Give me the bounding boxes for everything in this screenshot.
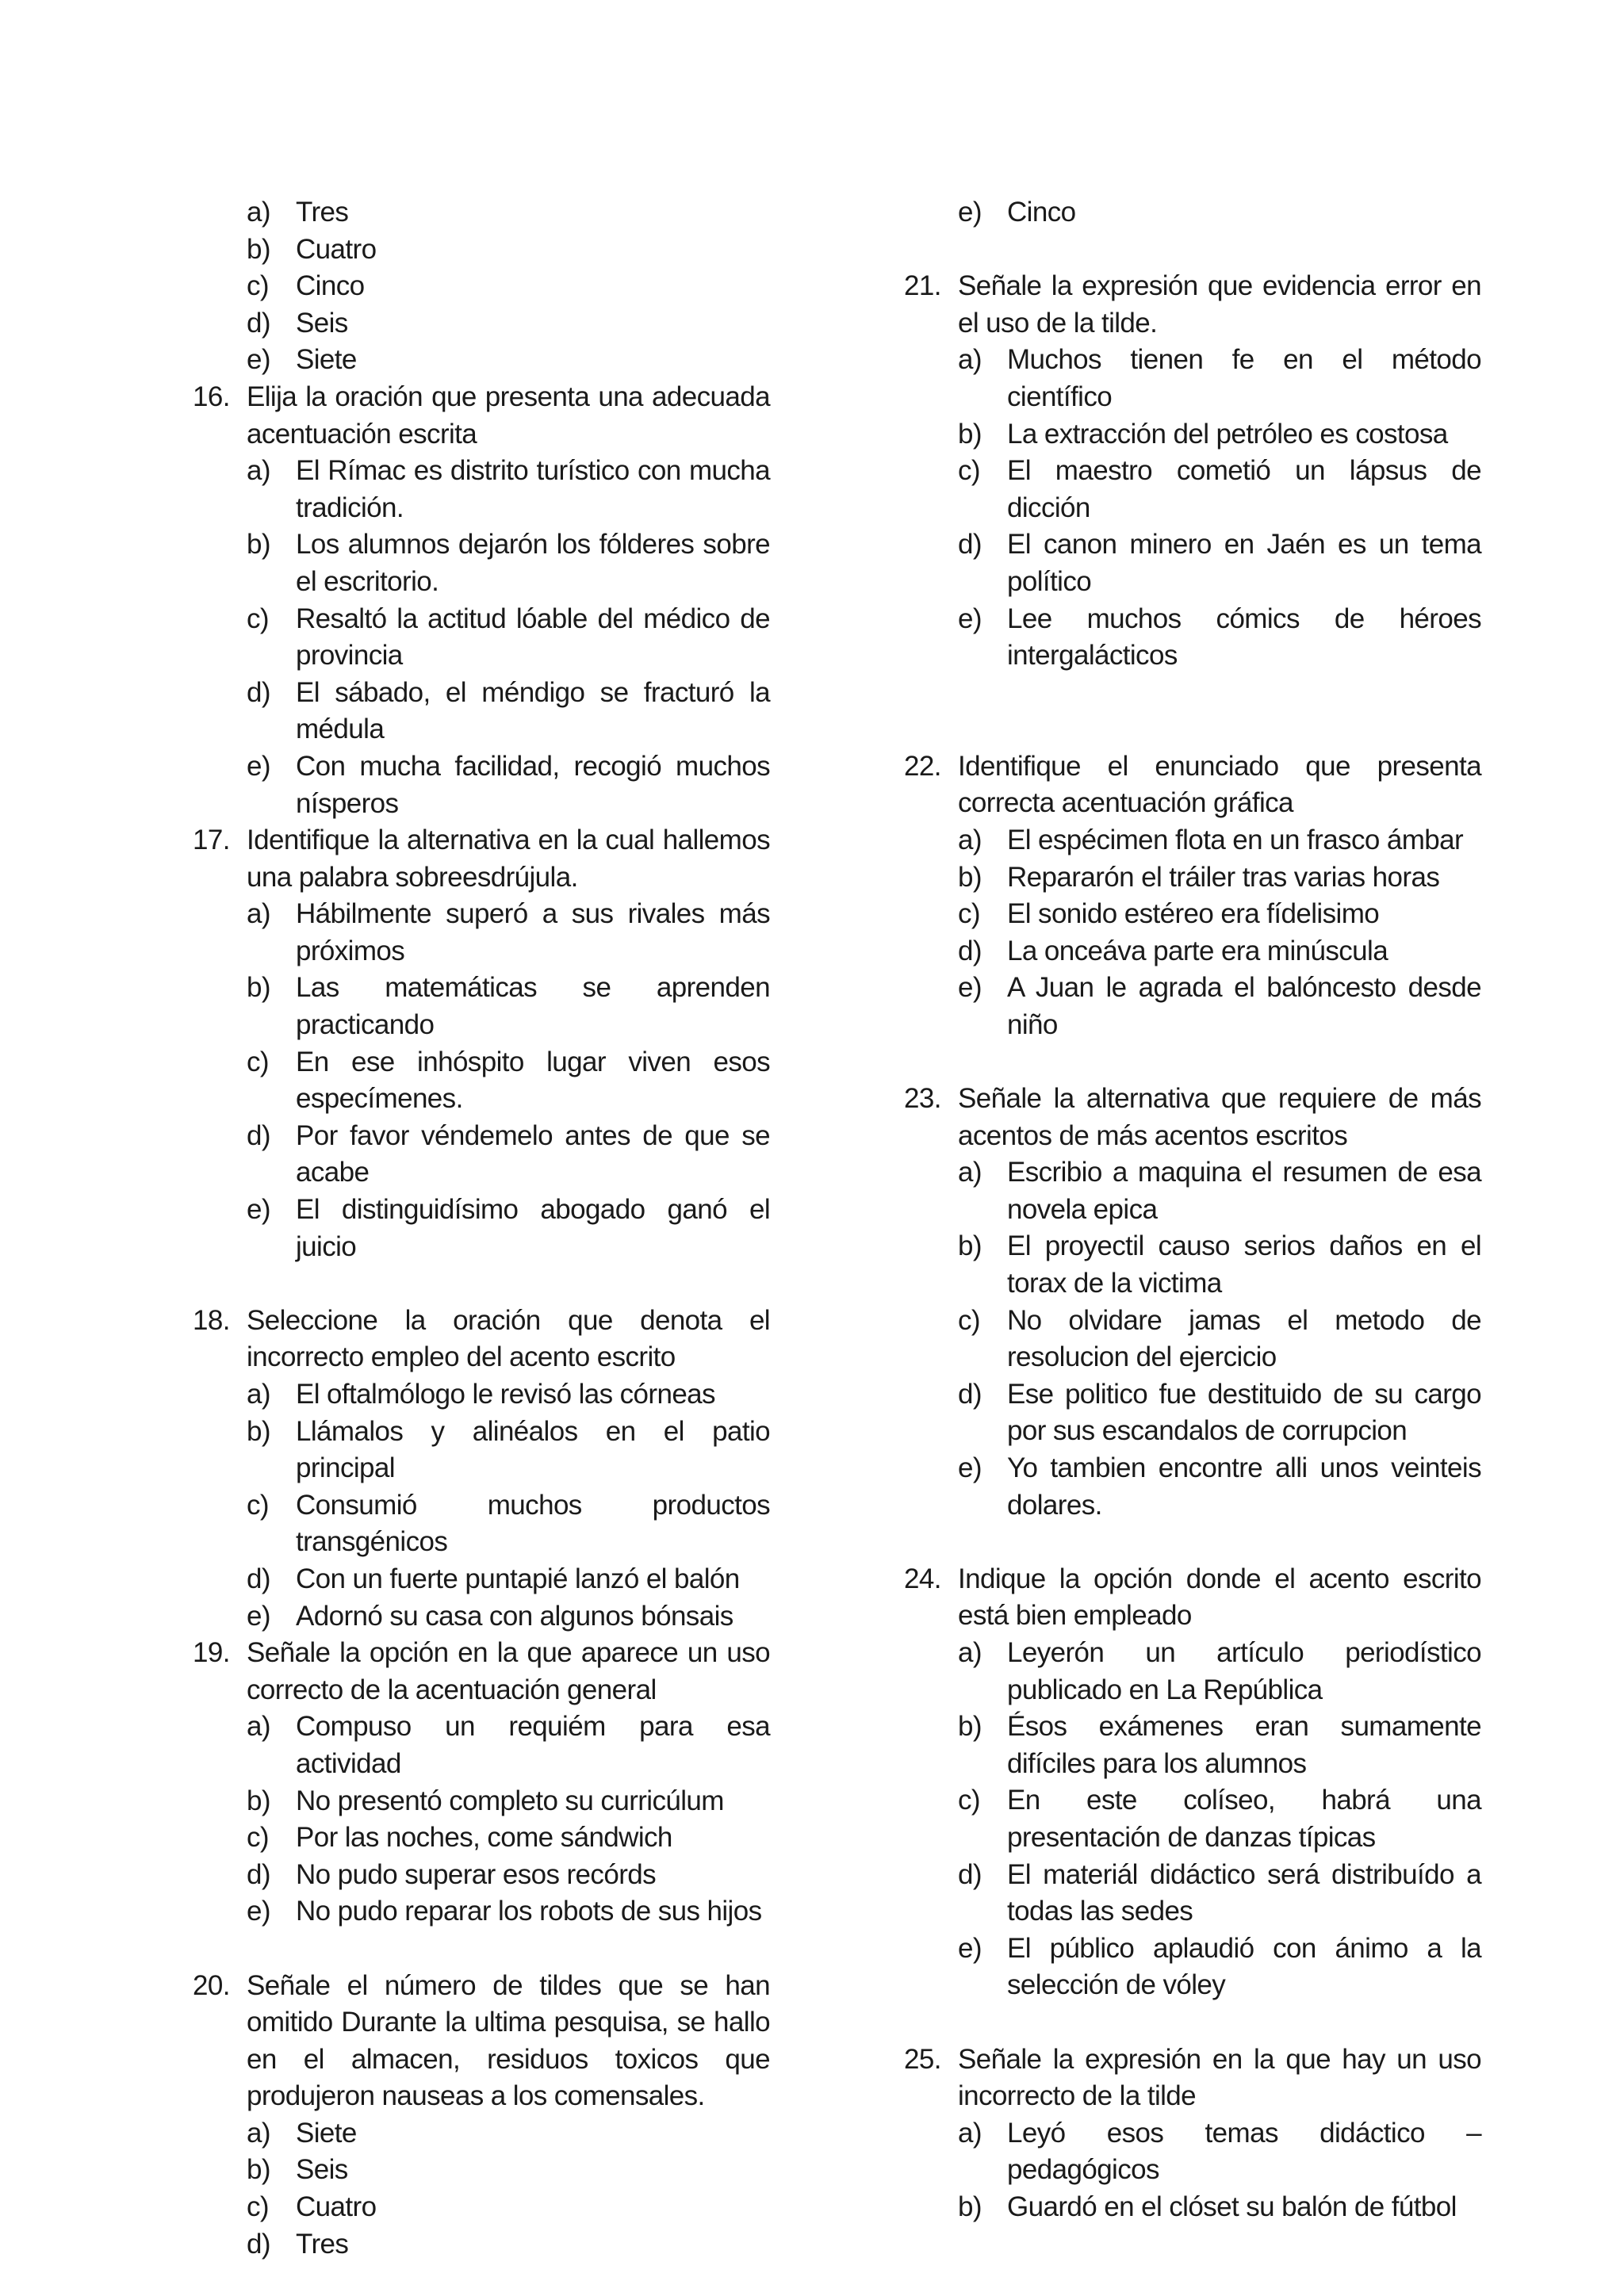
option-label: c) (958, 1304, 980, 1336)
answer-option (904, 1376, 1481, 1450)
question-number: 22. (904, 750, 941, 782)
answer-option (904, 822, 1481, 859)
question-number: 25. (904, 2043, 941, 2075)
option-label: a) (958, 1636, 982, 1668)
option-label: d) (247, 1858, 270, 1890)
option-text: Leyó esos temas didáctico – pedagógicos (1007, 2117, 1481, 2186)
option-label: e) (958, 972, 982, 1004)
question (904, 748, 1481, 822)
question-text: Señale la expresión en la que hay un uso incorrecto de la tilde (958, 2043, 1481, 2112)
question (193, 1968, 770, 2115)
option-text: Por las noches, come sándwich (296, 1822, 672, 1854)
option-label: a) (958, 2117, 982, 2149)
option-text: El oftalmólogo le revisó las córneas (296, 1379, 715, 1410)
answer-option (904, 416, 1481, 453)
right-column (904, 194, 1481, 2225)
option-text: Guardó en el clóset su balón de fútbol (1007, 2191, 1457, 2222)
option-text: El sábado, el méndigo se fracturó la médula (296, 676, 770, 745)
option-label: e) (247, 344, 270, 376)
question-number: 18. (193, 1304, 230, 1336)
option-text: Ésos exámenes eran sumamente difíciles para los alumnos (1007, 1711, 1481, 1779)
answer-option (193, 1376, 770, 1414)
answer-option (904, 601, 1481, 675)
option-label: c) (247, 2191, 269, 2223)
spacer (904, 232, 1481, 269)
option-label: a) (247, 1379, 270, 1410)
option-label: c) (247, 1822, 269, 1854)
answer-option (193, 268, 770, 305)
option-text: El maestro cometió un lápsus de dicción (1007, 455, 1481, 523)
answer-option (193, 1192, 770, 1265)
question-text: Elija la oración que presenta una adecuada acentuación escrita (247, 381, 770, 450)
option-text: El materiál didáctico será distribuído a todas las sedes (1007, 1858, 1481, 1927)
answer-option (904, 933, 1481, 970)
answer-option (193, 1118, 770, 1192)
answer-option (193, 896, 770, 970)
question-number: 19. (193, 1637, 230, 1669)
spacer (904, 675, 1481, 748)
option-text: El público aplaudió con ánimo a la selección de vóley (1007, 1932, 1481, 2001)
option-label: b) (958, 1711, 982, 1743)
option-label: a) (958, 344, 982, 376)
option-text: A Juan le agrada el balóncesto desde niño (1007, 972, 1481, 1040)
option-label: a) (958, 1157, 982, 1188)
answer-option (193, 601, 770, 675)
option-label: a) (247, 898, 270, 930)
answer-option (193, 342, 770, 379)
answer-option (904, 453, 1481, 526)
question-text: Señale la opción en la que aparece un uso correcto de la acentuación general (247, 1637, 770, 1705)
option-label: d) (247, 676, 270, 708)
answer-option (193, 1561, 770, 1598)
option-text: El espécimen flota en un frasco ámbar (1007, 824, 1464, 855)
option-text: Con un fuerte puntapié lanzó el balón (296, 1563, 740, 1594)
question-text: Señale el número de tildes que se han omitido Durante la ultima pesquisa, se hallo en el almacen, residuos toxicos que produjeron nauseas a los comensales. (247, 1969, 770, 2112)
answer-option (193, 748, 770, 822)
option-label: d) (958, 1378, 982, 1410)
spacer (904, 1043, 1481, 1081)
question-text: Identifique el enunciado que presenta correcta acentuación gráfica (958, 750, 1481, 819)
answer-option (904, 1228, 1481, 1302)
option-text: El canon minero en Jaén es un tema político (1007, 529, 1481, 597)
option-label: e) (958, 1932, 982, 1964)
option-label: b) (247, 972, 270, 1004)
option-label: b) (247, 233, 270, 265)
option-text: Repararón el tráiler tras varias horas (1007, 861, 1440, 893)
option-text: La onceáva parte era minúscula (1007, 935, 1388, 966)
answer-option (904, 194, 1481, 232)
option-label: c) (958, 1785, 980, 1816)
option-text: Siete (296, 344, 357, 376)
answer-option (193, 526, 770, 600)
answer-option (193, 305, 770, 342)
question-number: 21. (904, 270, 941, 302)
answer-option (193, 194, 770, 232)
option-label: a) (247, 2117, 270, 2149)
option-label: d) (247, 1119, 270, 1151)
option-text: En ese inhóspito lugar viven esos especímenes. (296, 1046, 770, 1115)
option-label: e) (247, 1896, 270, 1927)
question-number: 24. (904, 1563, 941, 1594)
answer-option (904, 1154, 1481, 1228)
option-label: c) (247, 603, 269, 634)
question (904, 1081, 1481, 1154)
answer-option (904, 1931, 1481, 2004)
option-label: e) (958, 197, 982, 228)
answer-option (904, 1782, 1481, 1856)
question (193, 1303, 770, 1376)
answer-option (193, 1414, 770, 1487)
question-number: 20. (193, 1969, 230, 2001)
question (193, 1635, 770, 1709)
option-text: No pudo superar esos recórds (296, 1858, 657, 1890)
option-label: b) (958, 2191, 982, 2222)
option-label: b) (958, 418, 982, 450)
answer-option (193, 2152, 770, 2189)
option-text: Cinco (296, 270, 365, 302)
option-text: El sonido estéreo era fídelisimo (1007, 898, 1380, 930)
spacer (193, 1931, 770, 1968)
option-label: d) (958, 935, 982, 966)
option-label: a) (247, 197, 270, 228)
option-text: Tres (296, 2228, 349, 2260)
answer-option (904, 1635, 1481, 1709)
answer-option (904, 342, 1481, 415)
answer-option (904, 526, 1481, 600)
option-text: El Rímac es distrito turístico con mucha tradición. (296, 455, 770, 523)
answer-option (193, 675, 770, 748)
option-label: c) (958, 898, 980, 930)
option-label: c) (247, 1046, 269, 1077)
question (904, 268, 1481, 342)
question-text: Señale la alternativa que requiere de más acentos de más acentos escritos (958, 1083, 1481, 1151)
option-text: Las matemáticas se aprenden practicando (296, 972, 770, 1041)
answer-option (193, 2226, 770, 2263)
option-text: No olvidare jamas el metodo de resolucion del ejercicio (1007, 1304, 1481, 1373)
option-text: Consumió muchos productos transgénicos (296, 1489, 770, 1558)
option-label: a) (247, 1711, 270, 1743)
option-text: Escribio a maquina el resumen de esa novela epica (1007, 1157, 1481, 1225)
option-text: Siete (296, 2117, 357, 2149)
option-label: b) (958, 1230, 982, 1262)
answer-option (904, 896, 1481, 933)
spacer (193, 1265, 770, 1303)
answer-option (193, 1857, 770, 1894)
question-number: 23. (904, 1083, 941, 1115)
answer-option (193, 1044, 770, 1118)
option-text: Cuatro (296, 233, 377, 265)
option-label: d) (958, 529, 982, 561)
option-label: a) (958, 824, 982, 855)
option-label: e) (247, 1194, 270, 1226)
answer-option (193, 1783, 770, 1820)
question (904, 1561, 1481, 1635)
answer-option (193, 1487, 770, 1561)
option-text: En este colíseo, habrá una presentación de danzas típicas (1007, 1785, 1481, 1853)
question-text: Identifique la alternativa en la cual hallemos una palabra sobreesdrújula. (247, 825, 770, 893)
option-label: b) (247, 529, 270, 561)
option-text: Seis (296, 307, 348, 339)
option-text: Ese politico fue destituido de su cargo por sus escandalos de corrupcion (1007, 1378, 1481, 1447)
option-text: Seis (296, 2154, 348, 2186)
question (193, 379, 770, 453)
question-number: 17. (193, 825, 230, 856)
option-label: e) (958, 1452, 982, 1483)
question-text: Seleccione la oración que denota el incorrecto empleo del acento escrito (247, 1304, 770, 1373)
answer-option (193, 2189, 770, 2226)
option-text: El proyectil causo serios daños en el torax de la victima (1007, 1230, 1481, 1299)
option-label: b) (958, 861, 982, 893)
option-label: e) (247, 1600, 270, 1632)
answer-option (193, 1709, 770, 1782)
option-text: Leyerón un artículo periodístico publicado en La República (1007, 1636, 1481, 1705)
option-label: d) (247, 1563, 270, 1594)
left-column (193, 194, 770, 2263)
answer-option (904, 2189, 1481, 2226)
question-number: 16. (193, 381, 230, 412)
option-text: Adornó su casa con algunos bónsais (296, 1600, 733, 1632)
option-label: c) (958, 455, 980, 487)
option-text: Yo tambien encontre alli unos veinteis dolares. (1007, 1452, 1481, 1521)
option-label: b) (247, 2154, 270, 2186)
answer-option (904, 2115, 1481, 2189)
option-label: c) (247, 1489, 269, 1521)
answer-option (904, 1303, 1481, 1376)
answer-option (193, 232, 770, 269)
option-text: Por favor véndemelo antes de que se acabe (296, 1119, 770, 1188)
option-text: Compuso un requiém para esa actividad (296, 1711, 770, 1779)
answer-option (193, 453, 770, 526)
option-text: Cuatro (296, 2191, 377, 2223)
option-label: a) (247, 455, 270, 487)
answer-option (193, 1893, 770, 1931)
option-text: Lee muchos cómics de héroes intergalácticos (1007, 603, 1481, 672)
option-text: La extracción del petróleo es costosa (1007, 418, 1448, 450)
option-text: Muchos tienen fe en el método científico (1007, 344, 1481, 412)
question (193, 822, 770, 896)
question (904, 2042, 1481, 2115)
option-text: No presentó completo su curricúlum (296, 1785, 724, 1816)
answer-option (904, 1709, 1481, 1782)
answer-option (904, 970, 1481, 1043)
option-text: Hábilmente superó a sus rivales más próximos (296, 898, 770, 966)
spacer (904, 2004, 1481, 2042)
option-text: Con mucha facilidad, recogió muchos nísperos (296, 750, 770, 819)
question-text: Señale la expresión que evidencia error en el uso de la tilde. (958, 270, 1481, 339)
answer-option (193, 2115, 770, 2152)
answer-option (193, 970, 770, 1043)
question-text: Indique la opción donde el acento escrito está bien empleado (958, 1563, 1481, 1632)
option-text: El distinguidísimo abogado ganó el juicio (296, 1194, 770, 1262)
option-label: b) (247, 1415, 270, 1447)
answer-option (193, 1820, 770, 1857)
option-text: Llámalos y alinéalos en el patio principal (296, 1415, 770, 1484)
option-text: Tres (296, 197, 349, 228)
spacer (904, 1524, 1481, 1561)
option-label: d) (247, 307, 270, 339)
answer-option (904, 859, 1481, 897)
option-text: Los alumnos dejarón los fólderes sobre el escritorio. (296, 529, 770, 597)
option-label: d) (958, 1858, 982, 1890)
answer-option (904, 1857, 1481, 1931)
option-label: b) (247, 1785, 270, 1816)
option-label: c) (247, 270, 269, 302)
answer-option (193, 1598, 770, 1636)
option-label: d) (247, 2228, 270, 2260)
option-label: e) (247, 750, 270, 782)
answer-option (904, 1450, 1481, 1524)
option-text: No pudo reparar los robots de sus hijos (296, 1896, 762, 1927)
option-label: e) (958, 603, 982, 634)
option-text: Resaltó la actitud lóable del médico de provincia (296, 603, 770, 672)
option-text: Cinco (1007, 197, 1076, 228)
